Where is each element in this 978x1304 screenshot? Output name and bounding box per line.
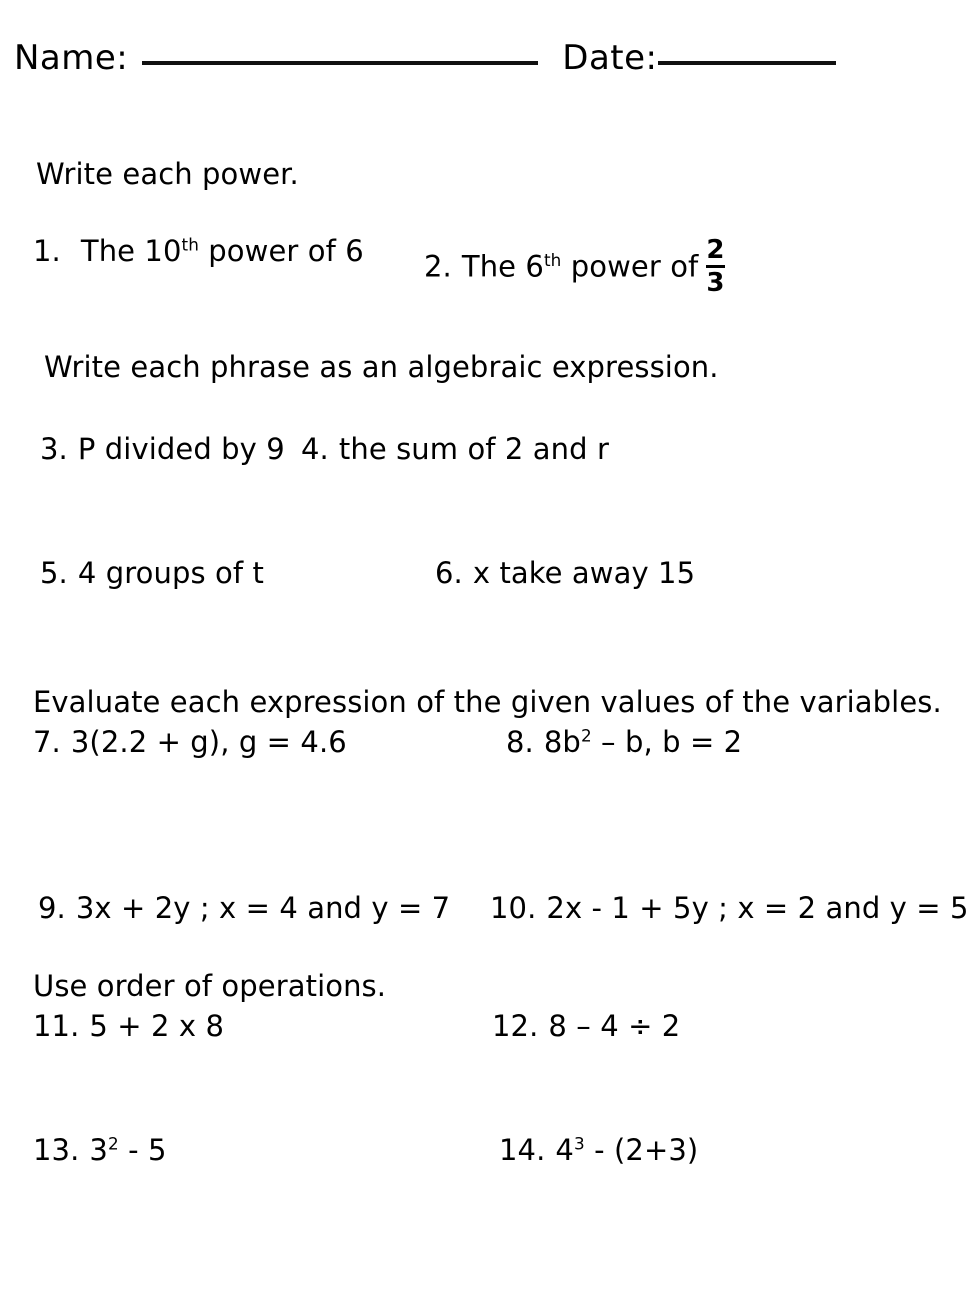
problem-8-number: 8. xyxy=(506,725,534,759)
problem-14-number: 14. xyxy=(499,1133,546,1167)
problem-13-superscript: 2 xyxy=(107,1133,119,1154)
problem-11-number: 11. xyxy=(33,1009,80,1043)
problem-13-text-before: 3 xyxy=(89,1133,108,1167)
problem-10-number: 10. xyxy=(490,891,537,925)
problem-8-text-before: 8b xyxy=(543,725,581,759)
name-label: Name: xyxy=(14,38,129,78)
problem-3 xyxy=(40,432,285,466)
problem-9 xyxy=(38,891,451,925)
problem-6-text: x take away 15 xyxy=(472,556,696,590)
problem-14 xyxy=(499,1133,699,1167)
problem-1 xyxy=(33,234,364,268)
problem-4-text: the sum of 2 and r xyxy=(338,432,609,466)
problem-5-number: 5. xyxy=(40,556,68,590)
problem-9-number: 9. xyxy=(38,891,66,925)
problem-8-superscript: 2 xyxy=(580,725,592,746)
section-heading-order-of-operations: Use order of operations. xyxy=(33,969,387,1003)
problem-5 xyxy=(40,556,264,590)
problem-1-text-after: power of 6 xyxy=(198,234,364,268)
problem-11-text: 5 + 2 x 8 xyxy=(89,1009,225,1043)
problem-13-text-after: - 5 xyxy=(118,1133,167,1167)
problem-2-text-after: power of xyxy=(561,249,699,284)
problem-12-text: 8 – 4 ÷ 2 xyxy=(548,1009,681,1043)
fraction-numerator: 2 xyxy=(706,235,725,265)
section-heading-write-each-power: Write each power. xyxy=(36,157,299,191)
problem-4 xyxy=(301,432,609,466)
problem-2-number: 2. xyxy=(424,249,452,284)
problem-10 xyxy=(490,891,969,925)
problem-2 xyxy=(424,237,725,297)
problem-11 xyxy=(33,1009,225,1043)
problem-7 xyxy=(33,725,347,759)
problem-14-superscript: 3 xyxy=(573,1133,585,1154)
problem-3-number: 3. xyxy=(40,432,68,466)
problem-1-superscript: th xyxy=(181,234,199,255)
problem-6-number: 6. xyxy=(435,556,463,590)
problem-12-number: 12. xyxy=(492,1009,539,1043)
problem-14-text-before: 4 xyxy=(555,1133,574,1167)
problem-1-text-before: The 10 xyxy=(80,234,182,268)
problem-2-text-before: The 6 xyxy=(461,249,544,284)
fraction-two-thirds xyxy=(706,237,724,297)
problem-6 xyxy=(435,556,696,590)
problem-3-text: P divided by 9 xyxy=(77,432,285,466)
problem-9-text: 3x + 2y ; x = 4 and y = 7 xyxy=(75,891,451,925)
problem-5-text: 4 groups of t xyxy=(77,556,264,590)
fraction-denominator: 3 xyxy=(706,268,725,299)
problem-7-text: 3(2.2 + g), g = 4.6 xyxy=(70,725,347,759)
name-blank-line xyxy=(142,61,538,65)
problem-12 xyxy=(492,1009,681,1043)
problem-14-text-after: - (2+3) xyxy=(584,1133,699,1167)
problem-4-number: 4. xyxy=(301,432,329,466)
section-heading-write-each-phrase: Write each phrase as an algebraic expression. xyxy=(44,350,719,384)
problem-1-number: 1. xyxy=(33,234,61,268)
worksheet-header xyxy=(14,38,964,94)
section-heading-evaluate: Evaluate each expression of the given values of the variables. xyxy=(33,685,942,719)
date-label: Date: xyxy=(562,38,658,78)
problem-8 xyxy=(506,725,743,759)
date-blank-line xyxy=(658,61,836,65)
problem-7-number: 7. xyxy=(33,725,61,759)
problem-2-superscript: th xyxy=(543,250,562,271)
problem-13 xyxy=(33,1133,167,1167)
problem-13-number: 13. xyxy=(33,1133,80,1167)
problem-10-text: 2x - 1 + 5y ; x = 2 and y = 5 xyxy=(546,891,969,925)
problem-8-text-after: – b, b = 2 xyxy=(591,725,743,759)
